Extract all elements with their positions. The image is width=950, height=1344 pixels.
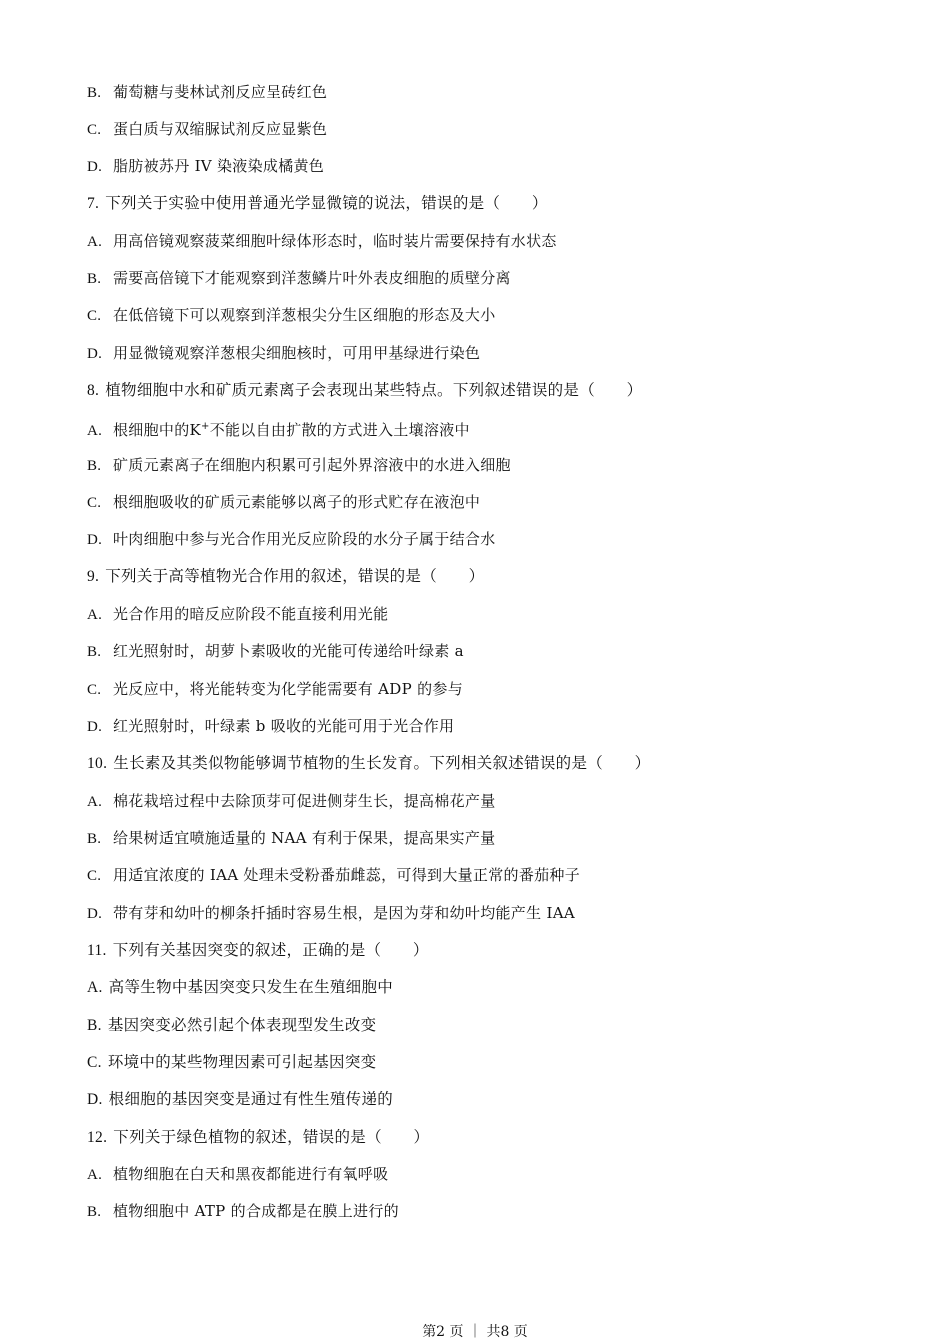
q11-option-c	[87, 1052, 376, 1073]
q7-option-d	[87, 343, 480, 364]
option-label: C.	[87, 1054, 102, 1071]
q10-option-c	[87, 865, 580, 886]
option-text: 基因突变必然引起个体表现型发生改变	[107, 1016, 377, 1034]
question-number: 10.	[87, 755, 108, 772]
q11-option-a	[87, 977, 393, 998]
q10-stem	[87, 753, 650, 774]
option-label: A.	[87, 607, 103, 623]
option-text: 棉花栽培过程中去除顶芽可促进侧芽生长，提高棉花产量	[113, 792, 496, 810]
option-text: 植物细胞在白天和黑夜都能进行有氧呼吸	[113, 1165, 389, 1183]
option-text: 脂肪被苏丹 IV 染液染成橘黄色	[113, 157, 325, 175]
option-label: A.	[87, 979, 103, 996]
q11-option-d	[87, 1089, 393, 1110]
option-text: 光反应中，将光能转变为化学能需要有 ADP 的参与	[113, 680, 463, 698]
option-label: C.	[87, 682, 102, 698]
option-text: 环境中的某些物理因素可引起基因突变	[107, 1053, 377, 1071]
question-text: 下列关于高等植物光合作用的叙述，错误的是（ ）	[105, 567, 485, 585]
option-text-post: 不能以自由扩散的方式进入土壤溶液中	[209, 421, 470, 439]
option-label: C.	[87, 308, 102, 324]
q10-option-d	[87, 903, 575, 924]
option-label: B.	[87, 458, 102, 474]
option-text: 高等生物中基因突变只发生在生殖细胞中	[108, 978, 394, 996]
option-text: 需要高倍镜下才能观察到洋葱鳞片叶外表皮细胞的质壁分离	[113, 269, 511, 287]
q9-option-a	[87, 604, 388, 625]
option-text: 蛋白质与双缩脲试剂反应显紫色	[113, 120, 328, 138]
option-text: 在低倍镜下可以观察到洋葱根尖分生区细胞的形态及大小	[113, 306, 496, 324]
q7-option-a	[87, 231, 557, 252]
option-text: 红光照射时，叶绿素 b 吸收的光能可用于光合作用	[113, 717, 455, 735]
question-text: 生长素及其类似物能够调节植物的生长发育。下列相关叙述错误的是（ ）	[113, 754, 651, 772]
option-text: 植物细胞中 ATP 的合成都是在膜上进行的	[113, 1202, 399, 1220]
option-text: 红光照射时，胡萝卜素吸收的光能可传递给叶绿素 a	[113, 642, 464, 660]
option-label: D.	[87, 906, 103, 922]
page-footer: 第2 页 ｜ 共8 页	[422, 1324, 528, 1340]
q12-option-b	[87, 1201, 399, 1222]
option-label: C.	[87, 122, 102, 138]
q10-option-a	[87, 791, 496, 812]
option-text: 矿质元素离子在细胞内积累可引起外界溶液中的水进入细胞	[113, 456, 511, 474]
option-text: 葡萄糖与斐林试剂反应呈砖红色	[113, 83, 328, 101]
q8-option-b	[87, 455, 511, 476]
option-label: D.	[87, 1091, 103, 1108]
option-label: B.	[87, 1204, 102, 1220]
option-text: 根细胞吸收的矿质元素能够以离子的形式贮存在液泡中	[113, 493, 481, 511]
question-number: 8.	[87, 382, 100, 399]
option-label: D.	[87, 346, 103, 362]
option-text: 叶肉细胞中参与光合作用光反应阶段的水分子属于结合水	[113, 530, 496, 548]
q6-option-c	[87, 119, 327, 140]
option-text: 带有芽和幼叶的柳条扦插时容易生根，是因为芽和幼叶均能产生 IAA	[113, 904, 575, 922]
option-text-pre: 根细胞中的K	[113, 421, 202, 439]
q12-option-a	[87, 1164, 388, 1185]
q9-option-b	[87, 641, 464, 662]
question-number: 7.	[87, 195, 100, 212]
q6-option-b	[87, 82, 327, 103]
option-label: B.	[87, 85, 102, 101]
question-text: 下列有关基因突变的叙述，正确的是（ ）	[112, 941, 429, 959]
question-number: 9.	[87, 568, 100, 585]
option-text: 给果树适宜喷施适量的 NAA 有利于保果，提高果实产量	[113, 829, 496, 847]
option-label: A.	[87, 423, 103, 439]
superscript-plus: +	[201, 421, 210, 432]
q8-option-d	[87, 529, 496, 550]
q9-stem	[87, 566, 484, 587]
option-label: A.	[87, 234, 103, 250]
option-text: 用高倍镜观察菠菜细胞叶绿体形态时，临时装片需要保持有水状态	[113, 232, 557, 250]
q9-option-d	[87, 716, 454, 737]
q11-stem	[87, 940, 429, 961]
option-label: B.	[87, 644, 102, 660]
option-label: A.	[87, 794, 103, 810]
option-text: 用显微镜观察洋葱根尖细胞核时，可用甲基绿进行染色	[113, 344, 481, 362]
q9-option-c	[87, 679, 463, 700]
option-label: B.	[87, 831, 102, 847]
option-label: D.	[87, 719, 103, 735]
q8-option-a	[87, 417, 470, 441]
option-label: D.	[87, 532, 103, 548]
option-text: 根细胞的基因突变是通过有性生殖传递的	[108, 1090, 394, 1108]
q6-option-d	[87, 156, 324, 177]
question-text: 下列关于绿色植物的叙述，错误的是（ ）	[113, 1128, 430, 1146]
question-text: 下列关于实验中使用普通光学显微镜的说法，错误的是（ ）	[105, 194, 548, 212]
option-label: C.	[87, 868, 102, 884]
q7-stem	[87, 193, 548, 214]
q10-option-b	[87, 828, 495, 849]
q7-option-c	[87, 305, 496, 326]
q8-stem	[87, 380, 642, 401]
question-number: 12.	[87, 1129, 108, 1146]
option-label: C.	[87, 495, 102, 511]
q8-option-c	[87, 492, 480, 513]
option-label: D.	[87, 159, 103, 175]
option-label: B.	[87, 1017, 102, 1034]
q11-option-b	[87, 1015, 376, 1036]
option-label: A.	[87, 1167, 103, 1183]
option-label: B.	[87, 271, 102, 287]
question-number: 11.	[87, 942, 107, 959]
q12-stem	[87, 1127, 429, 1148]
option-text: 用适宜浓度的 IAA 处理未受粉番茄雌蕊，可得到大量正常的番茄种子	[113, 866, 581, 884]
q7-option-b	[87, 268, 511, 289]
question-text: 植物细胞中水和矿质元素离子会表现出某些特点。下列叙述错误的是（ ）	[105, 381, 643, 399]
option-text: 光合作用的暗反应阶段不能直接利用光能	[113, 605, 389, 623]
